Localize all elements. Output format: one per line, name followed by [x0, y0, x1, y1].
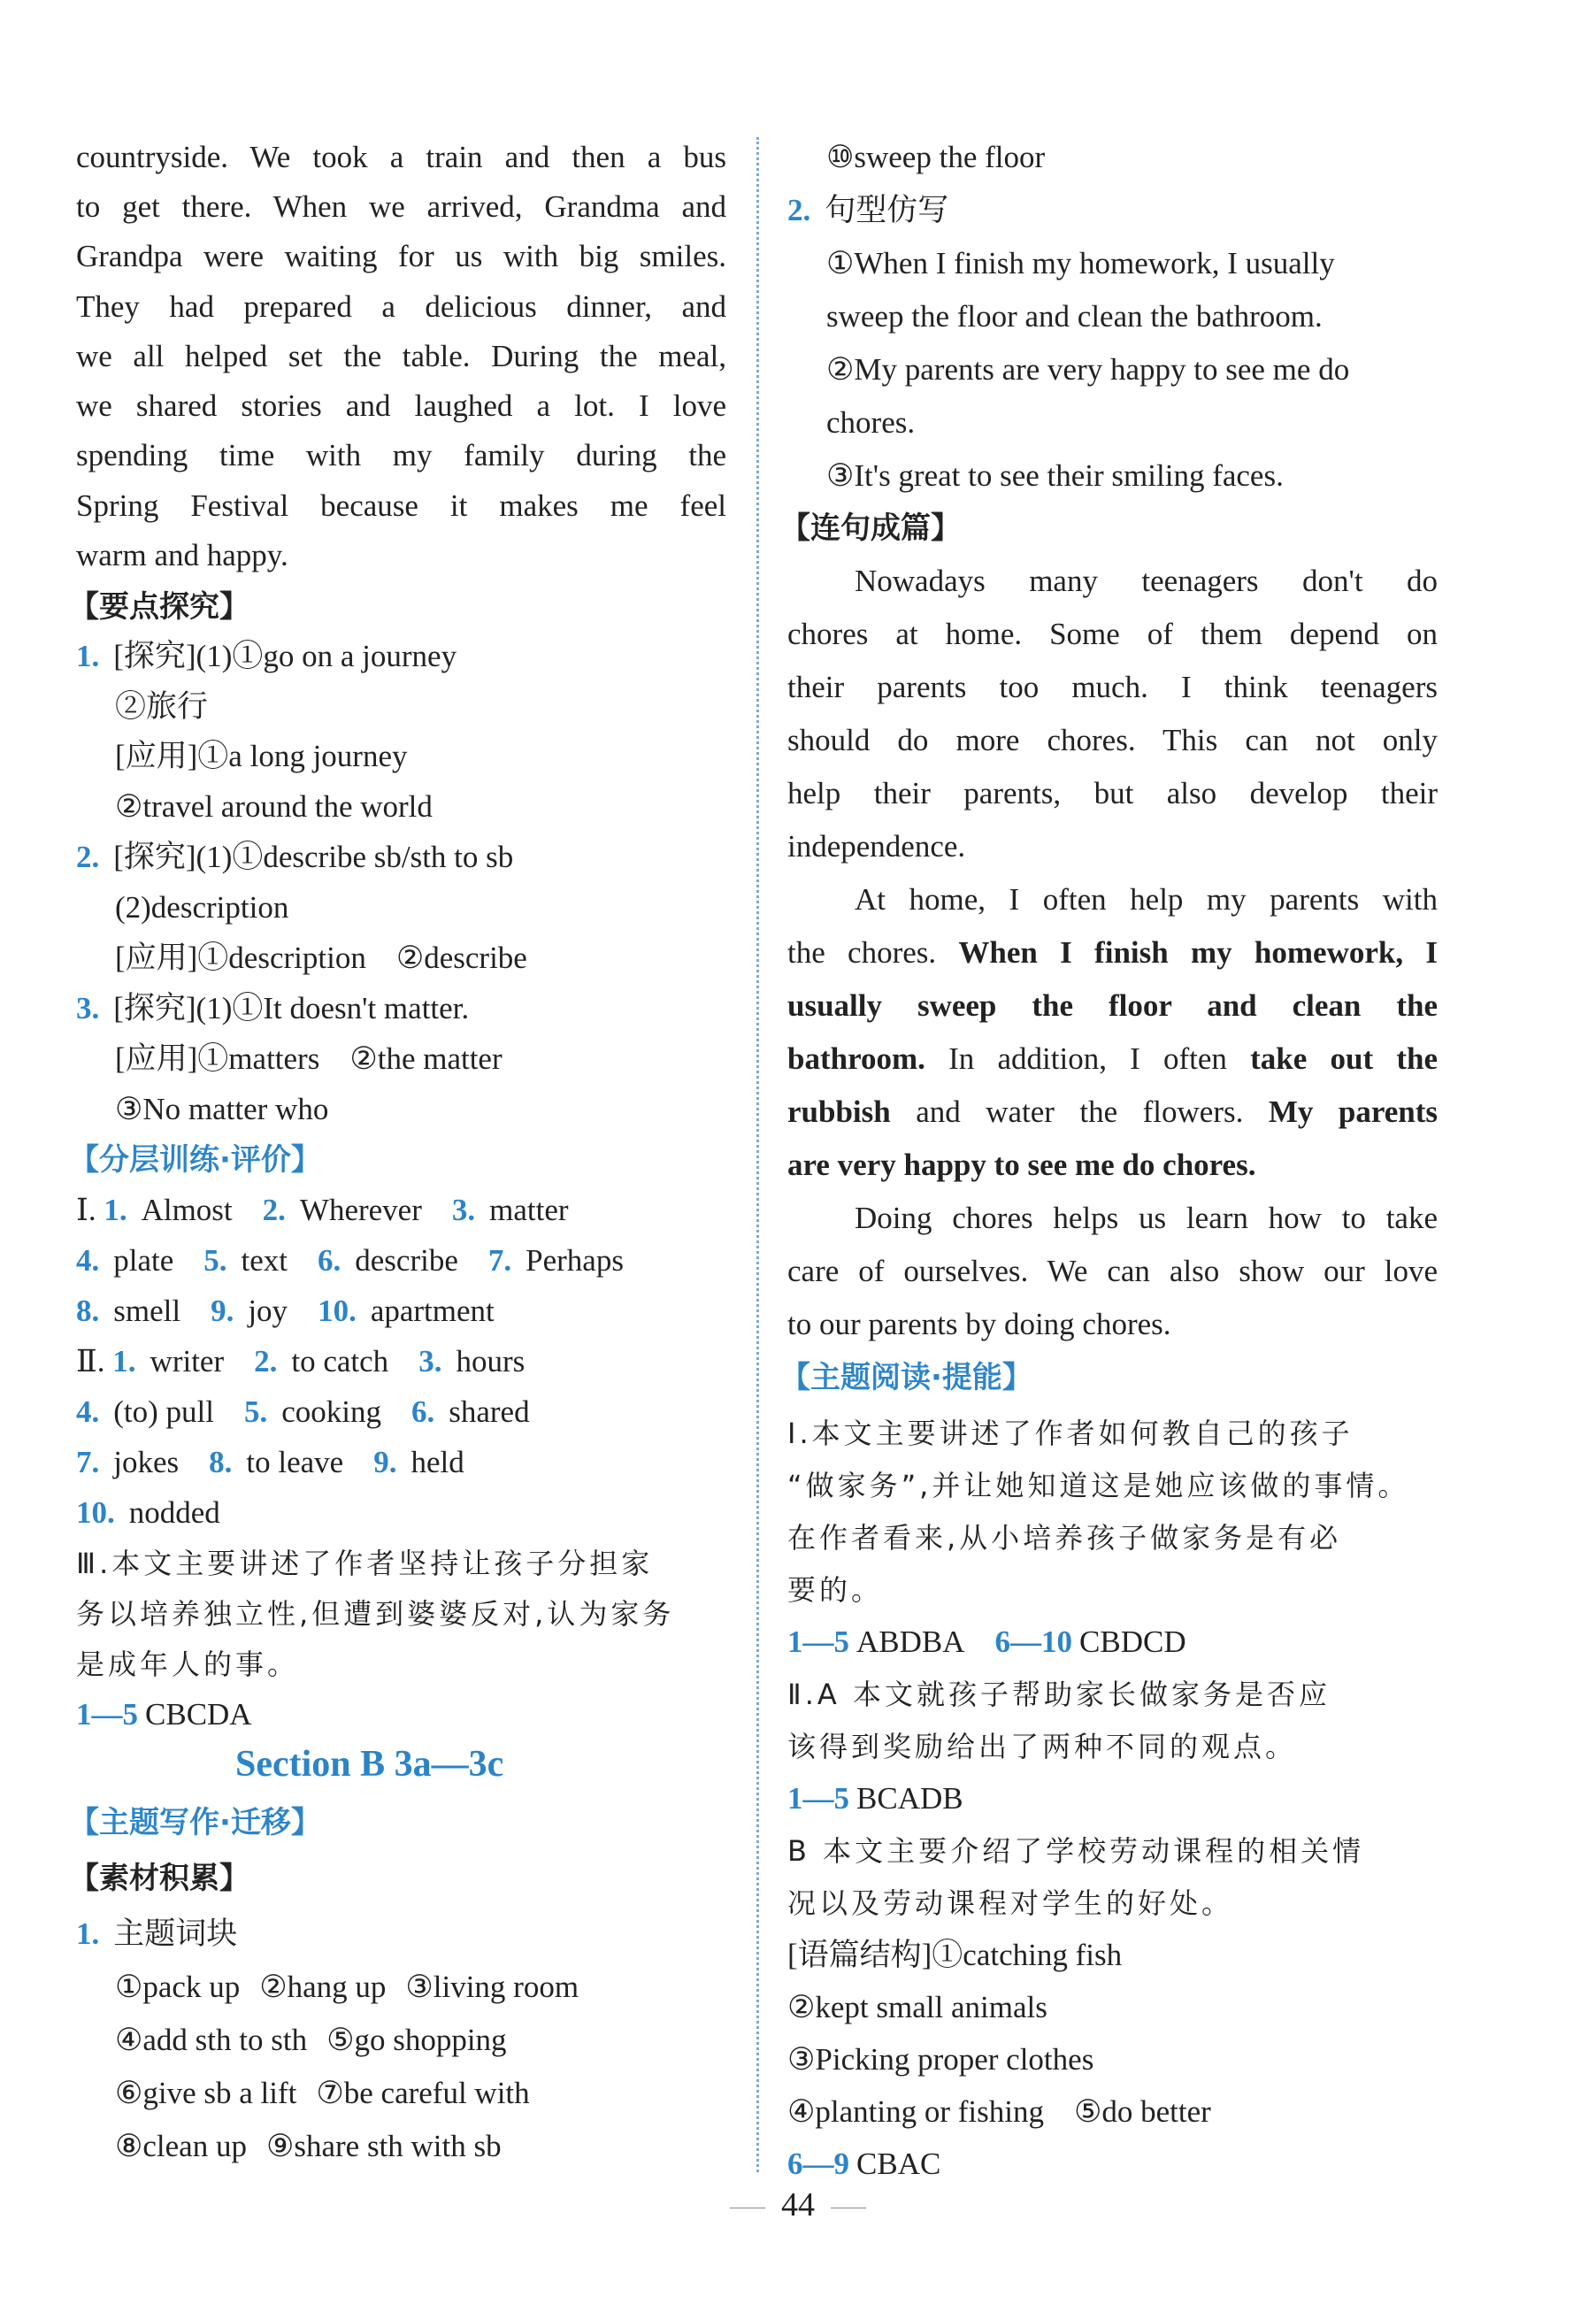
chinese-summary-line: Ⅲ.本文主要讲述了作者坚持让孩子分担家	[76, 1547, 654, 1580]
structure-line: ④planting or fishing ⑤do better	[787, 2094, 1211, 2129]
structure-line: ②kept small animals	[787, 1990, 1047, 2024]
essay-line: warm and happy.	[76, 538, 288, 572]
essay-line: should do more chores. This can not only	[787, 723, 1438, 757]
essay-line: At home, I often help my parents with	[855, 882, 1438, 917]
section-header-material: 【素材积累】	[69, 1861, 249, 1896]
key-point-line: ②旅行	[115, 689, 209, 724]
answer-row: Ⅱ. 1. writer 2. to catch 3. hours	[76, 1344, 526, 1379]
key-point-line: ②travel around the world	[115, 789, 433, 824]
key-point-line: (2)description	[115, 890, 289, 925]
chinese-summary-line: Ⅰ.本文主要讲述了作者如何教自己的孩子	[787, 1417, 1354, 1450]
essay-line: They had prepared a delicious dinner, and	[76, 289, 726, 324]
essay-line: their parents too much. I think teenagers	[787, 670, 1438, 704]
answer-row: 4. (to) pull 5. cooking 6. shared	[76, 1394, 530, 1429]
pattern-line: ②My parents are very happy to see me do	[826, 352, 1350, 387]
chinese-summary-line: B 本文主要介绍了学校劳动课程的相关情	[787, 1834, 1365, 1868]
chinese-summary-line: 是成年人的事。	[76, 1647, 300, 1681]
chinese-summary-line: “做家务”,并让她知道这是她应该做的事情。	[787, 1469, 1410, 1502]
answer-key: 1—5 ABDBA 6—10 CBDCD	[787, 1624, 1186, 1659]
pattern-line: ③It's great to see their smiling faces.	[826, 458, 1284, 493]
essay-line: to our parents by doing chores.	[787, 1307, 1171, 1341]
page-number	[0, 2185, 1596, 2224]
page-number-text: 44	[781, 2186, 815, 2223]
essay-line: Nowadays many teenagers don't do	[855, 564, 1438, 598]
essay-line: the chores. When I finish my homework, I	[787, 935, 1439, 970]
chunk-row: ①pack up ②hang up ③living room	[115, 1970, 579, 2004]
chinese-summary-line: 该得到奖励给出了两种不同的观点。	[787, 1730, 1298, 1763]
section-header-essay: 【连句成篇】	[780, 511, 961, 546]
key-point-line: [应用]①matters ②the matter	[115, 1041, 503, 1076]
chunk-title: 1. 主题词块	[76, 1916, 238, 1951]
essay-line: Doing chores helps us learn how to take	[855, 1201, 1438, 1235]
essay-line: spending time with my family during the	[76, 438, 726, 472]
section-header-layered: 【分层训练·评价】	[69, 1142, 321, 1178]
chinese-summary-line: 况以及劳动课程对学生的好处。	[787, 1886, 1234, 1920]
essay-line: rubbish and water the flowers. My parents	[787, 1094, 1438, 1129]
answer-row: 10. nodded	[76, 1495, 220, 1530]
essay-line: we shared stories and laughed a lot. I love	[76, 388, 726, 423]
chinese-summary-line: 要的。	[787, 1573, 884, 1607]
key-point-line: [应用]①description ②describe	[115, 941, 527, 975]
essay-line: to get there. When we arrived, Grandma and	[76, 189, 726, 224]
answer-key: 1—5 CBCDA	[76, 1697, 252, 1732]
essay-line: independence.	[787, 829, 966, 864]
essay-line: care of ourselves. We can also show our love	[787, 1254, 1438, 1288]
chinese-summary-line: 务以培养独立性,但遭到婆婆反对,认为家务	[76, 1597, 675, 1631]
answer-row: 8. smell 9. joy 10. apartment	[76, 1294, 495, 1328]
chinese-summary-line: 在作者看来,从小培养孩子做家务是有必	[787, 1521, 1342, 1555]
pattern-line: sweep the floor and clean the bathroom.	[826, 299, 1323, 334]
chunk-row: ⑥give sb a lift ⑦be careful with	[115, 2076, 530, 2110]
structure-line: [语篇结构]①catching fish	[787, 1938, 1123, 1972]
column-divider	[756, 137, 759, 2172]
answer-key: 1—5 BCADB	[787, 1781, 963, 1816]
chunk-row: ⑩sweep the floor	[826, 140, 1046, 174]
essay-line: chores at home. Some of them depend on	[787, 617, 1438, 651]
key-point-item: 1. [探究](1)①go on a journey	[76, 639, 457, 673]
section-header-reading: 【主题阅读·提能】	[780, 1360, 1032, 1395]
structure-line: ③Picking proper clothes	[787, 2042, 1094, 2077]
essay-line: usually sweep the floor and clean the	[787, 988, 1438, 1023]
essay-line: countryside. We took a train and then a bus	[76, 140, 726, 174]
chinese-summary-line: Ⅱ.A 本文就孩子帮助家长做家务是否应	[787, 1678, 1331, 1711]
section-title: Section B 3a—3c	[235, 1744, 504, 1785]
essay-line: we all helped set the table. During the meal,	[76, 339, 726, 373]
section-header-key-points: 【要点探究】	[69, 589, 249, 625]
answer-row: Ⅰ. 1. Almost 2. Wherever 3. matter	[76, 1193, 569, 1227]
key-point-item: 3. [探究](1)①It doesn't matter.	[76, 991, 470, 1025]
answer-row: 7. jokes 8. to leave 9. held	[76, 1445, 464, 1479]
answer-row: 4. plate 5. text 6. describe 7. Perhaps	[76, 1243, 624, 1278]
essay-line: Grandpa were waiting for us with big smiles.	[76, 239, 726, 273]
pattern-title: 2. 句型仿写	[787, 193, 949, 227]
essay-line: Spring Festival because it makes me feel	[76, 488, 726, 523]
chunk-row: ④add sth to sth ⑤go shopping	[115, 2023, 507, 2057]
key-point-line: [应用]①a long journey	[115, 739, 408, 773]
section-header-writing: 【主题写作·迁移】	[69, 1805, 321, 1840]
pattern-line: chores.	[826, 405, 916, 440]
pattern-line: ①When I finish my homework, I usually	[826, 246, 1335, 280]
essay-line: bathroom. In addition, I often take out the	[787, 1041, 1438, 1076]
chunk-row: ⑧clean up ⑨share sth with sb	[115, 2129, 502, 2163]
essay-line: are very happy to see me do chores.	[787, 1148, 1256, 1182]
key-point-line: ③No matter who	[115, 1092, 329, 1126]
key-point-item: 2. [探究](1)①describe sb/sth to sb	[76, 840, 514, 874]
essay-line: help their parents, but also develop their	[787, 776, 1438, 810]
answer-key: 6—9 CBAC	[787, 2147, 941, 2181]
